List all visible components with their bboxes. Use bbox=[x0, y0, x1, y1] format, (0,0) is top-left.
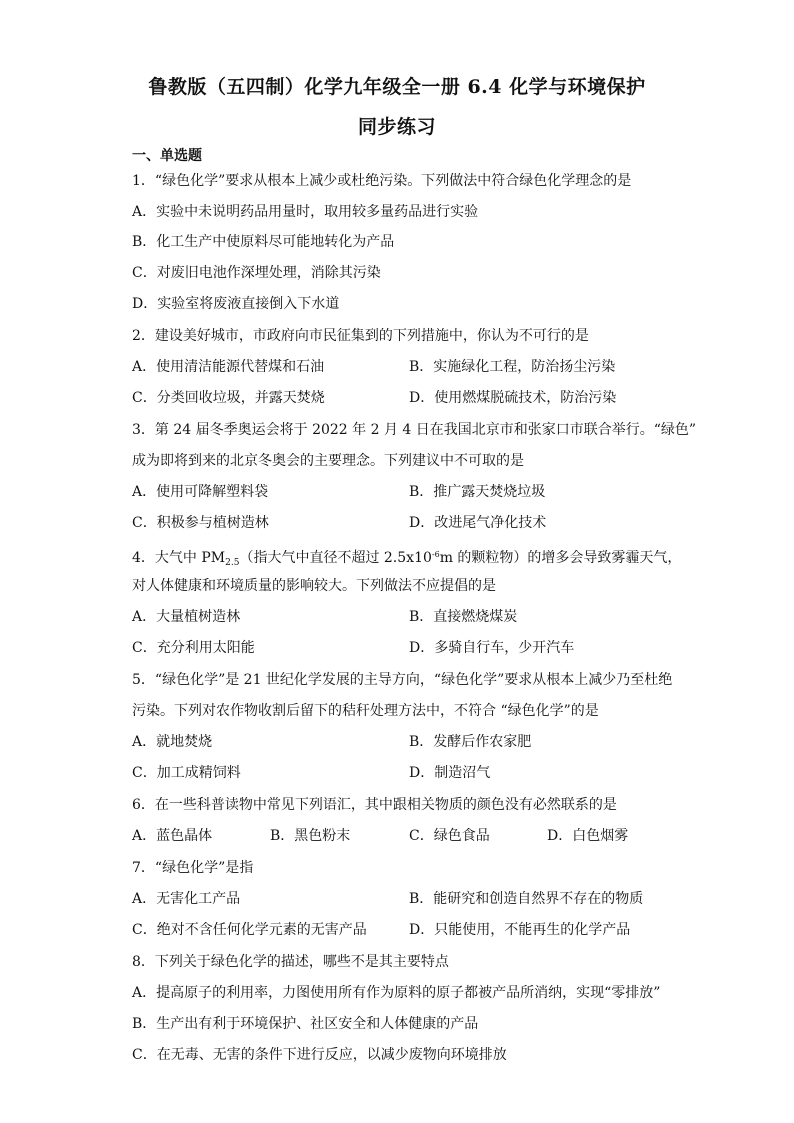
question-5-option-d: D．制造沼气 bbox=[409, 765, 491, 781]
question-2-option-c: C．分类回收垃圾，并露天焚烧 bbox=[132, 390, 325, 406]
document-subtitle: 同步练习 bbox=[357, 116, 436, 138]
question-5-stem-line2: 污染。下列对农作物收割后留下的秸秆处理方法中，不符合 “绿色化学”的是 bbox=[132, 703, 599, 719]
question-7-option-c: C．绝对不含任何化学元素的无害产品 bbox=[132, 922, 367, 938]
question-3-stem-line2: 成为即将到来的北京冬奥会的主要理念。下列建议中不可取的是 bbox=[132, 453, 524, 469]
question-3-option-b: B．推广露天焚烧垃圾 bbox=[409, 484, 546, 500]
question-4-stem-line2: 对人体健康和环境质量的影响较大。下列做法不应提倡的是 bbox=[132, 578, 496, 594]
q4-text-a: 4．大气中 PM bbox=[132, 550, 226, 566]
q4-text-c: m 的颗粒物）的增多会导致雾霾天气， bbox=[439, 550, 682, 566]
question-2-option-b: B．实施绿化工程，防治扬尘污染 bbox=[409, 359, 616, 375]
question-3-option-d: D．改进尾气净化技术 bbox=[409, 515, 547, 531]
question-6-option-d: D．白色烟雾 bbox=[547, 828, 629, 844]
question-4-option-c: C．充分利用太阳能 bbox=[132, 640, 255, 656]
question-6-option-c: C．绿色食品 bbox=[409, 828, 490, 844]
exponent-superscript: -6 bbox=[431, 550, 440, 559]
question-4-stem-line1 bbox=[132, 545, 681, 573]
question-1-option-a: A．实验中未说明药品用量时，取用较多量药品进行实验 bbox=[132, 204, 479, 220]
question-6-option-a: A．蓝色晶体 bbox=[132, 828, 213, 844]
question-2-option-d: D．使用燃煤脱硫技术，防治污染 bbox=[409, 390, 617, 406]
question-4-option-a: A．大量植树造林 bbox=[132, 609, 241, 625]
question-7-option-a: A．无害化工产品 bbox=[132, 891, 241, 907]
section-heading: 一、单选题 bbox=[132, 148, 202, 164]
question-4-option-b: B．直接燃烧煤炭 bbox=[409, 609, 518, 625]
question-1-stem: 1．“绿色化学”要求从根本上减少或杜绝污染。下列做法中符合绿色化学理念的是 bbox=[132, 173, 632, 189]
question-8-option-a: A．提高原子的利用率，力图使用所有作为原料的原子都被产品所消纳，实现“零排放” bbox=[132, 985, 661, 1001]
question-3-option-a: A．使用可降解塑料袋 bbox=[132, 484, 269, 500]
question-1-option-b: B．化工生产中使原料尽可能地转化为产品 bbox=[132, 234, 395, 250]
question-5-option-c: C．加工成精饲料 bbox=[132, 765, 241, 781]
question-7-option-b: B．能研究和创造自然界不存在的物质 bbox=[409, 891, 644, 907]
question-6-stem: 6．在一些科普读物中常见下列语汇，其中跟相关物质的颜色没有必然联系的是 bbox=[132, 797, 617, 813]
q4-text-b: （指大气中直径不超过 2.5x10 bbox=[239, 550, 432, 566]
question-6-option-b: B．黑色粉末 bbox=[270, 828, 351, 844]
question-1-option-d: D．实验室将废液直接倒入下水道 bbox=[132, 296, 340, 312]
question-2-stem: 2．建设美好城市，市政府向市民征集到的下列措施中，你认为不可行的是 bbox=[132, 328, 589, 344]
question-8-option-b: B．生产出有利于环境保护、社区安全和人体健康的产品 bbox=[132, 1016, 479, 1032]
question-3-option-c: C．积极参与植树造林 bbox=[132, 515, 269, 531]
pm-subscript: 2.5 bbox=[225, 558, 240, 568]
question-2-option-a: A．使用清洁能源代替煤和石油 bbox=[132, 359, 325, 375]
question-4-option-d: D．多骑自行车，少开汽车 bbox=[409, 640, 575, 656]
question-7-option-d: D．只能使用，不能再生的化学产品 bbox=[409, 922, 631, 938]
document-title: 鲁教版（五四制）化学九年级全一册 6.4 化学与环境保护 bbox=[148, 76, 646, 98]
question-8-stem: 8．下列关于绿色化学的描述，哪些不是其主要特点 bbox=[132, 954, 449, 970]
question-5-stem-line1: 5．“绿色化学”是 21 世纪化学发展的主导方向，“绿色化学”要求从根本上减少乃至杜绝 bbox=[132, 672, 673, 688]
question-7-stem: 7．“绿色化学”是指 bbox=[132, 860, 254, 876]
question-8-option-c: C．在无毒、无害的条件下进行反应，以减少废物向环境排放 bbox=[132, 1047, 507, 1063]
question-1-option-c: C．对废旧电池作深埋处理，消除其污染 bbox=[132, 265, 381, 281]
question-5-option-b: B．发酵后作农家肥 bbox=[409, 734, 532, 750]
question-3-stem-line1: 3．第 24 届冬季奥运会将于 2022 年 2 月 4 日在我国北京市和张家口市联合举行。“绿色” bbox=[132, 422, 697, 438]
question-5-option-a: A．就地焚烧 bbox=[132, 734, 213, 750]
